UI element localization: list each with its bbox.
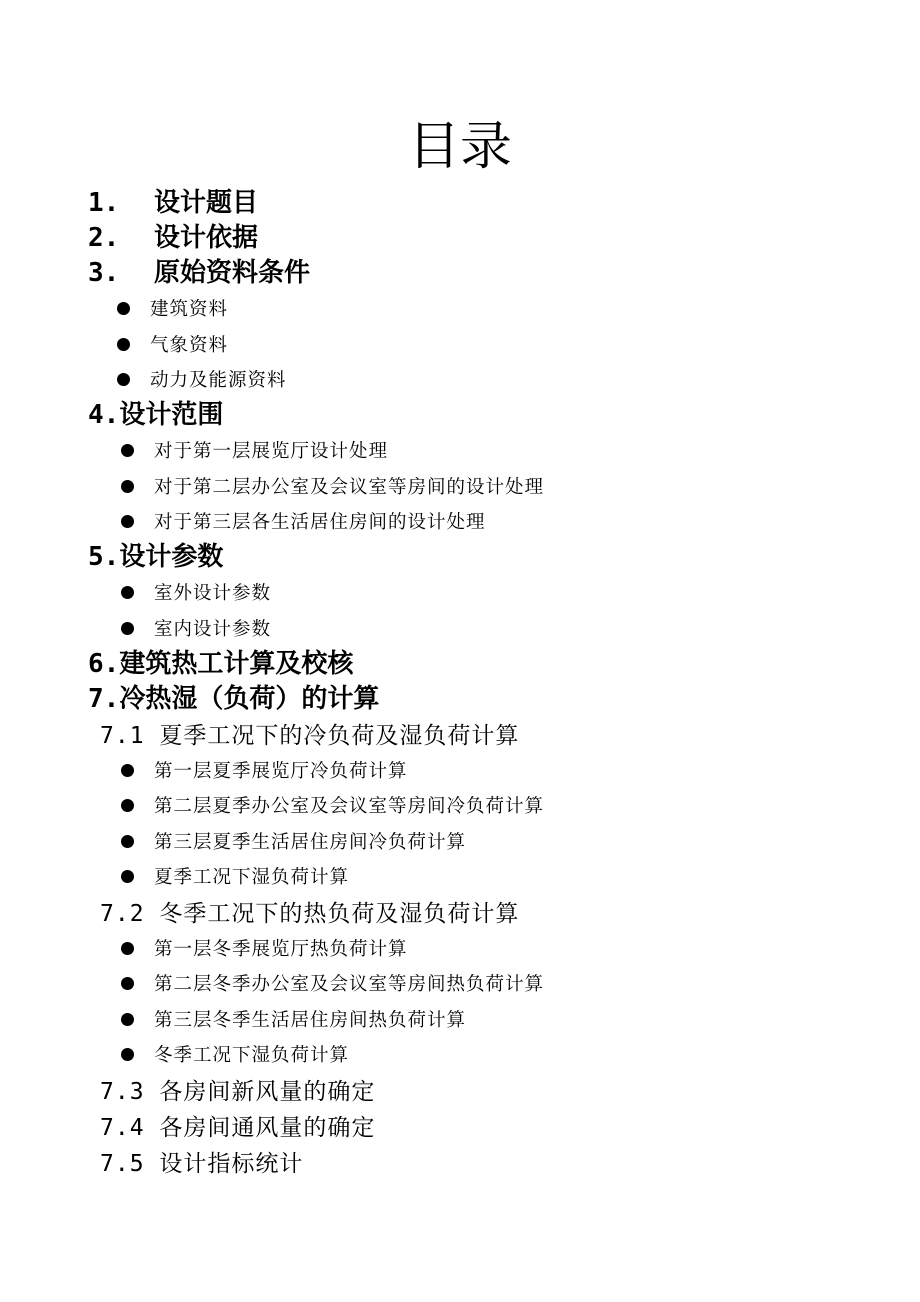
toc-subentry[interactable] — [121, 937, 408, 963]
toc-subentry[interactable] — [121, 1043, 349, 1069]
toc-text: 各房间通风量的确定 — [159, 1115, 376, 1141]
toc-text: 冷热湿（负荷）的计算 — [119, 684, 380, 714]
toc-subentry[interactable] — [121, 581, 271, 607]
toc-subtext: 夏季工况下湿负荷计算 — [154, 867, 350, 888]
toc-entry-7-5[interactable] — [100, 1149, 303, 1179]
toc-subentry[interactable] — [121, 830, 466, 856]
toc-text: 设计范围 — [119, 400, 224, 430]
toc-subentry[interactable] — [121, 475, 544, 501]
bullet-icon — [121, 480, 134, 493]
toc-number: 5. — [88, 542, 120, 572]
bullet-icon — [121, 764, 134, 777]
page-title: 目录 — [407, 117, 512, 177]
toc-text: 夏季工况下的冷负荷及湿负荷计算 — [159, 723, 520, 749]
toc-subentry[interactable] — [121, 794, 544, 820]
bullet-icon — [121, 622, 134, 635]
toc-subtext: 动力及能源资料 — [150, 370, 287, 391]
toc-subentry[interactable] — [121, 617, 271, 643]
toc-subtext: 第二层冬季办公室及会议室等房间热负荷计算 — [154, 974, 545, 995]
toc-subtext: 第一层冬季展览厅热负荷计算 — [154, 939, 408, 960]
bullet-icon — [121, 586, 134, 599]
toc-text: 设计依据 — [154, 223, 259, 253]
toc-subtext: 气象资料 — [150, 335, 229, 356]
toc-entry-1[interactable] — [88, 186, 258, 220]
toc-subtext: 第二层夏季办公室及会议室等房间冷负荷计算 — [154, 796, 545, 817]
toc-subtext: 第三层夏季生活居住房间冷负荷计算 — [154, 832, 467, 853]
toc-entry-4[interactable] — [88, 398, 223, 432]
bullet-icon — [121, 515, 134, 528]
toc-subtext: 建筑资料 — [150, 299, 229, 320]
toc-entry-6[interactable] — [88, 647, 353, 681]
toc-number: 6. — [88, 649, 120, 679]
toc-subentry[interactable] — [117, 333, 228, 359]
bullet-icon — [121, 799, 134, 812]
toc-subentry[interactable] — [121, 439, 388, 465]
toc-text: 设计题目 — [154, 188, 259, 218]
toc-number: 3. — [88, 258, 120, 288]
toc-number: 7.3 — [100, 1079, 145, 1105]
toc-subentry[interactable] — [121, 972, 544, 998]
toc-number: 7.2 — [100, 901, 145, 927]
toc-text: 冬季工况下的热负荷及湿负荷计算 — [159, 901, 520, 927]
toc-entry-7-1[interactable] — [100, 721, 519, 751]
toc-text: 设计参数 — [119, 542, 224, 572]
toc-subtext: 对于第一层展览厅设计处理 — [154, 441, 389, 462]
toc-entry-7-3[interactable] — [100, 1077, 375, 1107]
bullet-icon — [121, 977, 134, 990]
toc-subtext: 对于第二层办公室及会议室等房间的设计处理 — [154, 477, 545, 498]
toc-subtext: 冬季工况下湿负荷计算 — [154, 1045, 350, 1066]
toc-entry-2[interactable] — [88, 221, 258, 255]
toc-entry-7-2[interactable] — [100, 899, 519, 929]
toc-subentry[interactable] — [121, 865, 349, 891]
toc-entry-3[interactable] — [88, 256, 310, 290]
toc-subtext: 室外设计参数 — [154, 583, 272, 604]
toc-subentry[interactable] — [117, 297, 228, 323]
toc-number: 7. — [88, 684, 120, 714]
toc-subtext: 第三层冬季生活居住房间热负荷计算 — [154, 1010, 467, 1031]
toc-subentry[interactable] — [121, 759, 408, 785]
toc-subtext: 对于第三层各生活居住房间的设计处理 — [154, 512, 486, 533]
toc-text: 建筑热工计算及校核 — [119, 649, 354, 679]
toc-subtext: 第一层夏季展览厅冷负荷计算 — [154, 761, 408, 782]
toc-text: 原始资料条件 — [154, 258, 311, 288]
toc-subentry[interactable] — [117, 368, 287, 394]
bullet-icon — [121, 1048, 134, 1061]
toc-number: 2. — [88, 223, 120, 253]
toc-number: 1. — [88, 188, 120, 218]
toc-number: 7.1 — [100, 723, 145, 749]
toc-number: 7.5 — [100, 1151, 145, 1177]
toc-text: 各房间新风量的确定 — [159, 1079, 376, 1105]
toc-entry-7[interactable] — [88, 682, 379, 716]
bullet-icon — [117, 373, 130, 386]
bullet-icon — [121, 835, 134, 848]
bullet-icon — [117, 338, 130, 351]
toc-subentry[interactable] — [121, 1008, 466, 1034]
bullet-icon — [117, 302, 130, 315]
toc-number: 7.4 — [100, 1115, 145, 1141]
toc-number: 4. — [88, 400, 120, 430]
toc-entry-7-4[interactable] — [100, 1113, 375, 1143]
toc-subentry[interactable] — [121, 510, 486, 536]
bullet-icon — [121, 942, 134, 955]
bullet-icon — [121, 1013, 134, 1026]
toc-entry-5[interactable] — [88, 540, 223, 574]
bullet-icon — [121, 444, 134, 457]
toc-text: 设计指标统计 — [159, 1151, 304, 1177]
toc-subtext: 室内设计参数 — [154, 619, 272, 640]
bullet-icon — [121, 870, 134, 883]
